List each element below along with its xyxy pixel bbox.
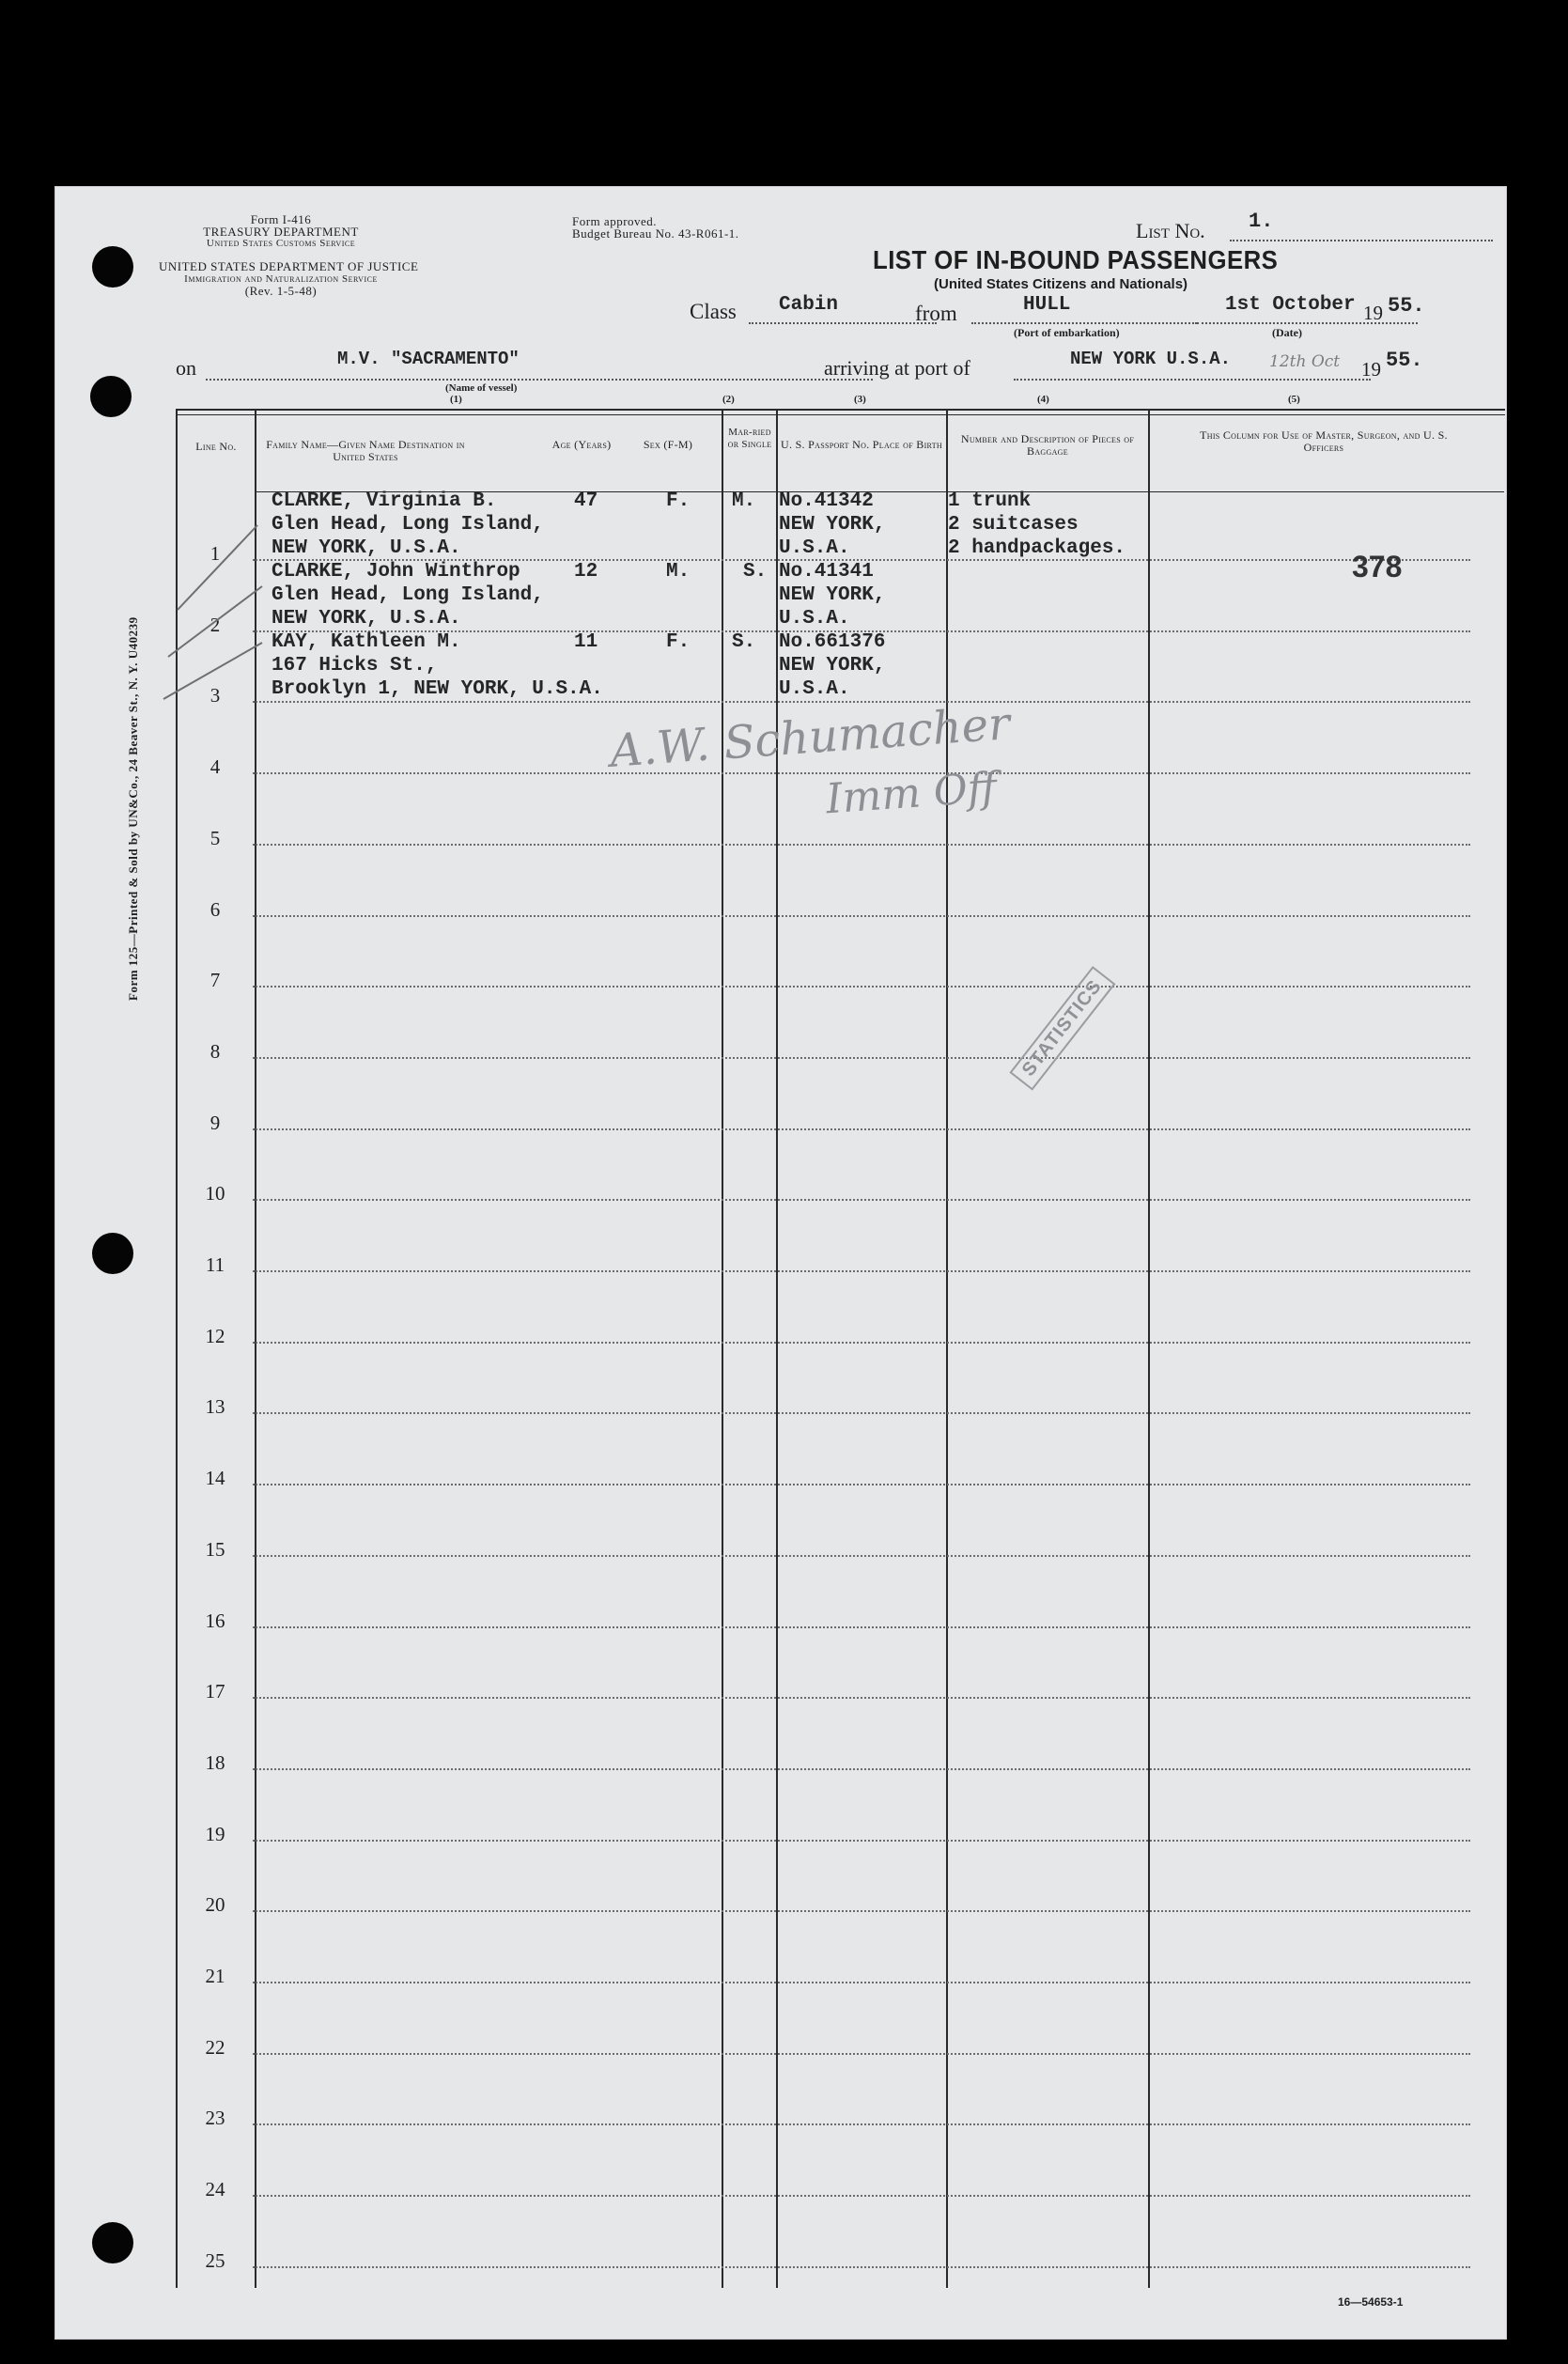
class-line <box>749 322 937 324</box>
form-approved: Form approved. <box>572 214 658 228</box>
line-number: 5 <box>210 826 221 849</box>
arrival-year-prefix: 19 <box>1361 358 1381 381</box>
class-label: Class <box>690 300 737 323</box>
row-dotted-rule <box>253 2266 1470 2268</box>
p1-dest2: NEW YORK, U.S.A. <box>272 537 461 559</box>
ins-service: Immigration and Naturalization Service <box>184 273 378 285</box>
header-line-no: Line No. <box>195 440 237 453</box>
list-no-value: 1. <box>1249 210 1274 233</box>
row-dotted-rule <box>253 2195 1470 2197</box>
row-dotted-rule <box>253 1555 1470 1557</box>
from-value: HULL <box>1023 294 1071 316</box>
header-passport: U. S. Passport No. Place of Birth <box>781 438 942 451</box>
col-num-4: (4) <box>1037 394 1049 405</box>
line-number: 16 <box>205 1609 225 1632</box>
arrival-date-hand: 12th Oct <box>1269 352 1341 371</box>
punch-hole <box>92 246 133 288</box>
row-dotted-rule <box>253 1768 1470 1770</box>
p3-married: S. <box>732 631 756 653</box>
punch-hole <box>92 2222 133 2263</box>
line-number: 24 <box>205 2178 225 2201</box>
line-number: 8 <box>210 1039 221 1063</box>
punch-hole <box>92 1233 133 1274</box>
p2-dest1: Glen Head, Long Island, <box>272 584 544 606</box>
p2-dest2: NEW YORK, U.S.A. <box>272 608 461 630</box>
p2-married: S. <box>743 561 768 583</box>
p1-name: CLARKE, Virginia B. <box>272 490 497 512</box>
table-top-rule-2 <box>176 414 1505 415</box>
p1-birth1: NEW YORK, <box>779 514 886 536</box>
arrival-port: NEW YORK U.S.A. <box>1070 349 1232 369</box>
vessel-value: M.V. "SACRAMENTO" <box>337 349 520 369</box>
p1-dest1: Glen Head, Long Island, <box>272 514 544 536</box>
punch-hole <box>90 376 132 417</box>
footer-code: 16—54653-1 <box>1338 2295 1404 2309</box>
baggage-divider <box>946 409 948 2288</box>
baggage-2: 2 suitcases <box>948 514 1079 536</box>
on-label: on <box>176 356 196 380</box>
passport-divider <box>776 409 778 2288</box>
port-embark-caption: (Port of embarkation) <box>1014 326 1120 339</box>
p3-passport: No.661376 <box>779 631 886 653</box>
p2-birth2: U.S.A. <box>779 608 850 630</box>
vessel-caption: (Name of vessel) <box>445 382 518 394</box>
row-dotted-rule <box>253 2053 1470 2055</box>
statistics-stamp: STATISTICS <box>1009 966 1115 1090</box>
row-dotted-rule <box>253 1982 1470 1983</box>
line-number: 23 <box>205 2107 225 2130</box>
baggage-1: 1 trunk <box>948 490 1032 512</box>
row-dotted-rule <box>253 1342 1470 1344</box>
check-mark-1 <box>178 525 257 610</box>
row-dotted-rule <box>253 1057 1470 1059</box>
line-number: 3 <box>210 684 221 708</box>
p2-age: 12 <box>574 561 598 583</box>
p3-birth2: U.S.A. <box>779 678 850 700</box>
line-number: 1 <box>210 542 221 565</box>
header-baggage: Number and Description of Pieces of Baggage <box>960 432 1135 458</box>
signature-title: Imm Off <box>824 763 999 824</box>
list-no-line <box>1230 240 1493 241</box>
p3-birth1: NEW YORK, <box>779 655 886 677</box>
date-line <box>1197 322 1418 324</box>
col-num-3: (3) <box>854 394 866 405</box>
budget-bureau: Budget Bureau No. 43-R061-1. <box>572 226 739 241</box>
p1-birth2: U.S.A. <box>779 537 850 559</box>
row-dotted-rule <box>253 2123 1470 2125</box>
line-number: 12 <box>205 1324 225 1347</box>
list-no-label: List No. <box>1136 219 1205 242</box>
p2-birth1: NEW YORK, <box>779 584 886 606</box>
p3-name: KAY, Kathleen M. <box>272 631 461 653</box>
treasury-dept: TREASURY DEPARTMENT <box>203 225 359 239</box>
check-marks <box>159 497 300 704</box>
line-number: 17 <box>205 1680 225 1703</box>
row-dotted-rule <box>253 986 1470 988</box>
line-number: 18 <box>205 1750 225 1774</box>
line-number: 10 <box>205 1182 225 1205</box>
header-married: Mar-ried or Single <box>727 427 772 450</box>
arrival-line <box>1014 379 1371 381</box>
p3-dest1: 167 Hicks St., <box>272 655 438 677</box>
line-number: 14 <box>205 1467 225 1490</box>
row-dotted-rule <box>253 844 1470 846</box>
line-number: 19 <box>205 1822 225 1845</box>
p1-passport: No.41342 <box>779 490 874 512</box>
row-dotted-rule <box>253 1910 1470 1912</box>
row-dotted-rule <box>253 1840 1470 1842</box>
row-dotted-rule <box>253 915 1470 917</box>
p1-sex: F. <box>666 490 691 512</box>
form-subtitle: (United States Citizens and Nationals) <box>934 276 1188 292</box>
line-number: 9 <box>210 1111 221 1134</box>
vessel-line <box>206 379 873 381</box>
col-num-5: (5) <box>1288 394 1300 405</box>
row-dotted-rule <box>253 1199 1470 1201</box>
p2-name: CLARKE, John Winthrop <box>272 561 520 583</box>
line-number: 22 <box>205 2035 225 2059</box>
customs-service: United States Customs Service <box>206 238 356 249</box>
row-dotted-rule <box>253 1626 1470 1628</box>
line-number: 11 <box>205 1253 225 1276</box>
row-dotted-rule <box>253 1484 1470 1485</box>
p2-sex: M. <box>666 561 691 583</box>
header-age: Age (Years) <box>551 438 612 451</box>
line-number: 4 <box>210 755 221 779</box>
table-top-rule <box>176 409 1505 411</box>
header-sex: Sex (F-M) <box>643 438 693 451</box>
officer-divider <box>1148 409 1150 2288</box>
header-officers: This Column for Use of Master, Surgeon, and U. S. Officers <box>1200 428 1448 454</box>
row-dotted-rule <box>253 1270 1470 1272</box>
p3-sex: F. <box>666 631 691 653</box>
check-mark-2 <box>168 586 262 657</box>
line-number: 6 <box>210 897 221 921</box>
printer-imprint: Form 125—Printed & Sold by UN&Co., 24 Beaver St., N. Y. U40239 <box>126 616 140 1001</box>
line-number: 2 <box>210 613 221 636</box>
from-line <box>971 322 1197 324</box>
p3-dest2: Brooklyn 1, NEW YORK, U.S.A. <box>272 678 603 700</box>
arrival-year: 55. <box>1386 349 1423 372</box>
form-title: LIST OF IN-BOUND PASSENGERS <box>873 245 1279 274</box>
from-label: from <box>915 302 957 325</box>
baggage-3: 2 handpackages. <box>948 537 1126 559</box>
form-number: Form I-416 <box>250 212 312 226</box>
row-dotted-rule <box>253 1697 1470 1699</box>
line-number: 20 <box>205 1893 225 1917</box>
check-mark-3 <box>163 643 262 699</box>
signature-name: A.W. Schumacher <box>608 697 1012 778</box>
line-number: 13 <box>205 1395 225 1419</box>
justice-dept: UNITED STATES DEPARTMENT OF JUSTICE <box>159 259 419 273</box>
arriving-label: arriving at port of <box>824 356 970 380</box>
header-name: Family Name—Given Name Destination in United States <box>266 438 465 463</box>
married-divider <box>722 409 723 2288</box>
date-value: 1st October <box>1225 294 1356 316</box>
p1-age: 47 <box>574 490 598 512</box>
class-value: Cabin <box>779 294 839 316</box>
p1-married: M. <box>732 490 756 512</box>
row-dotted-rule <box>253 1128 1470 1130</box>
line-number: 21 <box>205 1965 225 1987</box>
manifest-page <box>54 186 1507 2340</box>
line-number: 15 <box>205 1537 225 1561</box>
row-dotted-rule <box>253 1412 1470 1414</box>
line-number: 7 <box>210 969 221 992</box>
date-caption: (Date) <box>1272 326 1302 339</box>
line-number: 25 <box>205 2248 225 2272</box>
col-num-2: (2) <box>722 394 735 405</box>
col-num-1: (1) <box>450 394 462 405</box>
revision: (Rev. 1-5-48) <box>244 284 318 298</box>
p3-age: 11 <box>574 631 598 653</box>
officer-note: 378 <box>1352 550 1403 583</box>
p2-passport: No.41341 <box>779 561 874 583</box>
year-prefix: 19 <box>1363 302 1383 324</box>
year-value: 55. <box>1388 294 1425 318</box>
row-dotted-rule <box>253 701 1470 703</box>
